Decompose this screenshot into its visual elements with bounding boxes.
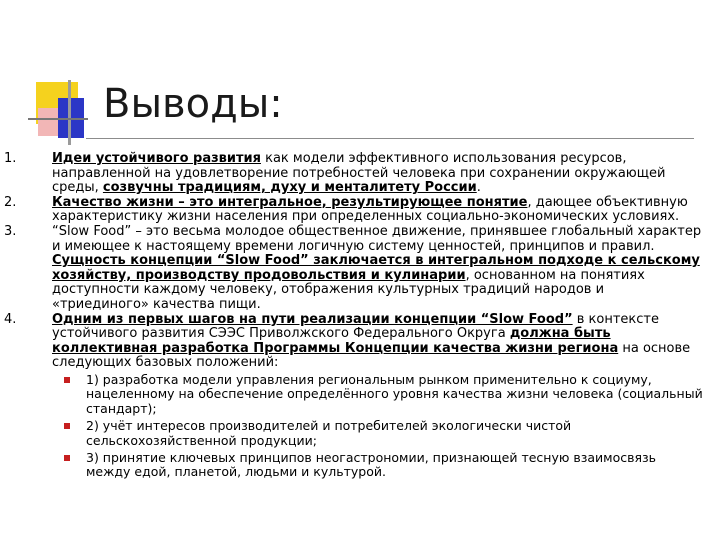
slide-title: Выводы:: [103, 81, 283, 127]
sub-item-3: [4, 451, 704, 480]
item-emphasis: должна быть коллективная разработка Программы Концепции качества жизни региона: [52, 326, 619, 356]
item-lead: Идеи устойчивого развития: [52, 151, 261, 166]
item-text: “Slow Food” – это весьма молодое общественное движение, принявшее глобальный характер и имеющее к настоящему времени логичную систему ценностей, принципов и правил.: [52, 223, 702, 254]
list-item-1: [4, 152, 704, 196]
list-item-2: [4, 196, 704, 225]
sub-item-text: 3) принятие ключевых принципов неогастрономии, признающей тесную взаимосвязь между едой, планетой, людьми и культурой.: [86, 449, 657, 480]
item-text-end: .: [476, 180, 481, 196]
item-number: 1.: [4, 151, 17, 166]
bullet-square-icon: [64, 377, 70, 383]
title-underline: [86, 138, 694, 139]
item-number: 4.: [4, 311, 17, 327]
item-emphasis: Сущность концепции “Slow Food” заключается в интегральном подходе к сельскому хозяйству, производству продовольствия и кулинарии: [52, 253, 700, 283]
item-number: 2.: [4, 194, 17, 210]
slide-body: [4, 152, 704, 483]
item-text-end: , основанном на понятиях доступности каждому человеку, отображения культурных традиций народов и «триединого» качества пищи.: [52, 267, 645, 312]
sub-item-text: 1) разработка модели управления региональным рынком применительно к социуму, нацеленному на обеспечение определённого уровня качества жизни человека (социальный стандарт);: [86, 371, 703, 416]
sub-item-text: 2) учёт интересов производителей и потребителей экологически чистой сельскохозяйственной продукции;: [86, 418, 572, 448]
item-emphasis: созвучны традициям, духу и менталитету России: [102, 180, 477, 196]
item-text-end: на основе следующих базовых положений:: [52, 340, 691, 371]
item-text: , дающее объективную характеристику жизни населения при определенных социально-экономических условиях.: [52, 194, 688, 225]
sub-item-1: [4, 373, 704, 416]
item-text: в контексте устойчивого развития СЭЭС Приволжского Федерального Округа: [52, 311, 659, 342]
item-text: как модели эффективного использования ресурсов, направленной на удовлетворение потребностей человека при сохранении окружающей среды,: [52, 151, 666, 196]
item-lead: Качество жизни – это интегральное, результирующее понятие: [52, 194, 528, 210]
list-item-3: [4, 225, 704, 313]
decor-horizontal-line: [28, 118, 88, 120]
bullet-square-icon: [64, 455, 70, 461]
bullet-square-icon: [64, 423, 70, 429]
sub-item-2: [4, 419, 704, 448]
decor-vertical-line: [68, 80, 71, 145]
item-number: 3.: [4, 223, 17, 239]
list-item-4: [4, 313, 704, 371]
item-lead: Одним из первых шагов на пути реализации концепции “Slow Food”: [52, 311, 573, 327]
